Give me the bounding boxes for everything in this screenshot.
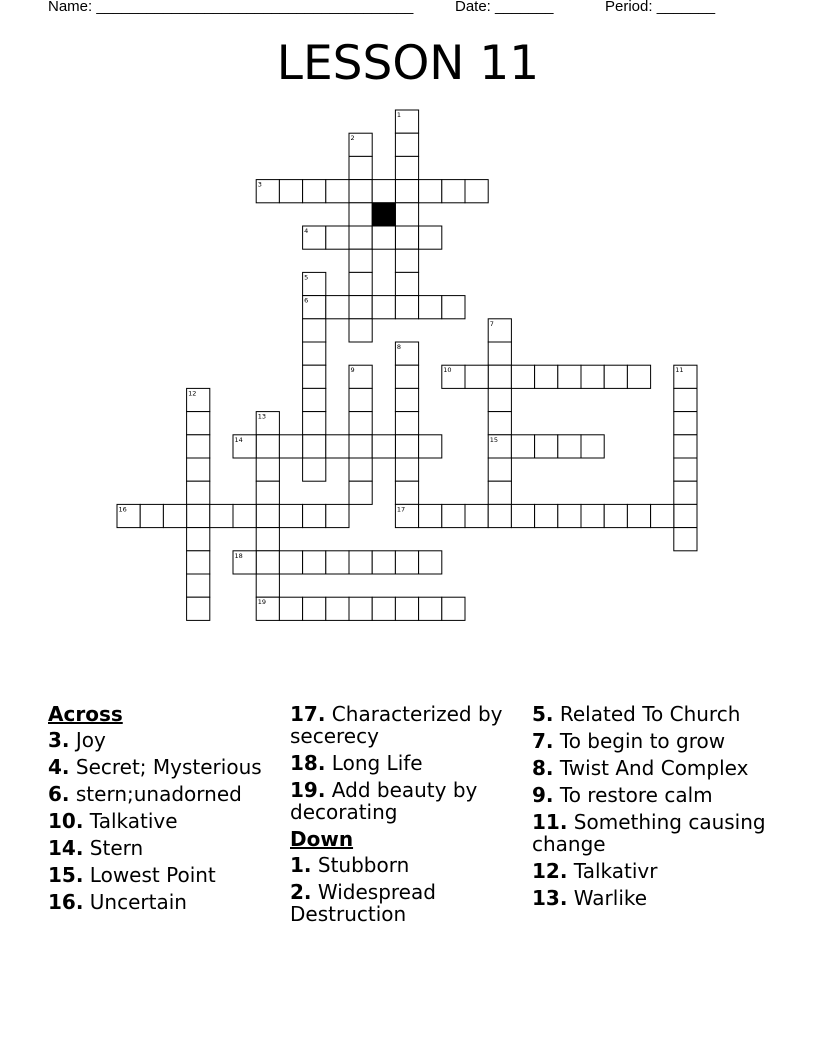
clue-down-11: 11. Something causing change — [532, 810, 766, 856]
grid-cell[interactable] — [210, 504, 233, 527]
clue-down-2: 2. Widespread Destruction — [290, 880, 436, 926]
clue-number-19: 19 — [257, 598, 266, 607]
grid-cell[interactable] — [395, 180, 418, 203]
grid-cell[interactable] — [558, 504, 581, 527]
grid-cell[interactable] — [581, 365, 604, 388]
clue-across-19: 19. Add beauty by decorating — [290, 778, 478, 824]
grid-cell[interactable] — [349, 226, 372, 249]
clue-number-5: 5 — [304, 273, 309, 282]
grid-cell[interactable] — [349, 156, 372, 179]
grid-cell[interactable] — [674, 504, 697, 527]
grid-cell[interactable] — [349, 458, 372, 481]
clue-across-16: 16. Uncertain — [48, 890, 187, 914]
grid-cell[interactable] — [581, 435, 604, 458]
grid-cell[interactable] — [419, 551, 442, 574]
date-field[interactable]: Date: _______ — [455, 0, 554, 15]
grid-cell[interactable] — [395, 412, 418, 435]
grid-cell[interactable] — [303, 342, 326, 365]
grid-cell[interactable] — [395, 203, 418, 226]
grid-cell[interactable] — [256, 458, 279, 481]
grid-cell[interactable] — [349, 249, 372, 272]
grid-cell[interactable] — [279, 180, 302, 203]
clue-number-15: 15 — [489, 435, 498, 444]
grid-cell[interactable] — [488, 412, 511, 435]
grid-cell[interactable] — [395, 296, 418, 319]
grid-cell[interactable] — [326, 226, 349, 249]
grid-cell[interactable] — [419, 504, 442, 527]
grid-cell[interactable] — [511, 365, 534, 388]
grid-cell[interactable] — [279, 597, 302, 620]
grid-cell[interactable] — [372, 551, 395, 574]
grid-cell[interactable] — [419, 226, 442, 249]
grid-cell[interactable] — [279, 504, 302, 527]
grid-cell[interactable] — [187, 458, 210, 481]
grid-cell[interactable] — [581, 504, 604, 527]
grid-cell[interactable] — [303, 412, 326, 435]
clue-number-3: 3 — [257, 180, 262, 189]
grid-cell[interactable] — [395, 249, 418, 272]
grid-cell[interactable] — [326, 435, 349, 458]
clue-number-10: 10 — [443, 366, 452, 375]
grid-cell[interactable] — [674, 528, 697, 551]
clue-across-15: 15. Lowest Point — [48, 863, 216, 887]
grid-cell[interactable] — [187, 597, 210, 620]
grid-cell[interactable] — [558, 435, 581, 458]
grid-cell[interactable] — [349, 551, 372, 574]
grid-cell[interactable] — [303, 319, 326, 342]
clue-across-17: 17. Characterized by secerecy — [290, 702, 503, 748]
clue-number-13: 13 — [257, 412, 266, 421]
grid-cell[interactable] — [349, 435, 372, 458]
black-cell — [372, 203, 395, 226]
grid-cell[interactable] — [349, 319, 372, 342]
grid-cell[interactable] — [535, 504, 558, 527]
clue-number-1: 1 — [396, 111, 402, 119]
grid-cell[interactable] — [187, 574, 210, 597]
grid-cell[interactable] — [419, 435, 442, 458]
grid-cell[interactable] — [604, 365, 627, 388]
grid-cell[interactable] — [395, 365, 418, 388]
grid-cell[interactable] — [163, 504, 186, 527]
grid-cell[interactable] — [465, 504, 488, 527]
clues-column-3 — [532, 703, 782, 914]
grid-cell[interactable] — [187, 435, 210, 458]
clue-number-4: 4 — [304, 227, 309, 235]
grid-cell[interactable] — [187, 504, 210, 527]
grid-cell[interactable] — [349, 203, 372, 226]
grid-cell[interactable] — [465, 365, 488, 388]
grid-cell[interactable] — [604, 504, 627, 527]
grid-cell[interactable] — [349, 412, 372, 435]
grid-cell[interactable] — [303, 180, 326, 203]
grid-cell[interactable] — [349, 180, 372, 203]
grid-cell[interactable] — [488, 342, 511, 365]
grid-cell[interactable] — [303, 365, 326, 388]
grid-cell[interactable] — [256, 481, 279, 504]
grid-cell[interactable] — [395, 481, 418, 504]
grid-cell[interactable] — [674, 412, 697, 435]
grid-cell[interactable] — [372, 180, 395, 203]
grid-cell[interactable] — [395, 156, 418, 179]
grid-cell[interactable] — [279, 551, 302, 574]
grid-cell[interactable] — [395, 458, 418, 481]
grid-cell[interactable] — [488, 481, 511, 504]
grid-cell[interactable] — [372, 435, 395, 458]
grid-cell[interactable] — [303, 435, 326, 458]
grid-cell[interactable] — [419, 180, 442, 203]
grid-cell[interactable] — [674, 481, 697, 504]
across-heading: Across — [48, 702, 123, 726]
clue-number-16: 16 — [118, 505, 127, 514]
grid-cell[interactable] — [349, 388, 372, 411]
grid-cell[interactable] — [303, 597, 326, 620]
grid-cell[interactable] — [303, 504, 326, 527]
clue-across-10: 10. Talkative — [48, 809, 178, 833]
clue-number-18: 18 — [234, 551, 243, 560]
clue-down-8: 8. Twist And Complex — [532, 756, 749, 780]
clue-across-3: 3. Joy — [48, 728, 106, 752]
grid-cell[interactable] — [256, 504, 279, 527]
grid-cell[interactable] — [326, 597, 349, 620]
page-title: LESSON 11 — [276, 36, 540, 91]
grid-cell[interactable] — [256, 574, 279, 597]
clue-number-8: 8 — [396, 343, 402, 351]
clue-number-17: 17 — [396, 505, 406, 514]
grid-cell[interactable] — [349, 481, 372, 504]
grid-cell[interactable] — [488, 388, 511, 411]
grid-cell[interactable] — [627, 365, 650, 388]
grid-cell[interactable] — [488, 458, 511, 481]
grid-cell[interactable] — [395, 435, 418, 458]
clue-down-9: 9. To restore calm — [532, 783, 713, 807]
clue-number-7: 7 — [489, 319, 494, 328]
clue-number-6: 6 — [304, 296, 309, 305]
grid-cell[interactable] — [674, 458, 697, 481]
clue-number-9: 9 — [350, 366, 355, 375]
clue-down-13: 13. Warlike — [532, 886, 648, 910]
grid-cell[interactable] — [303, 388, 326, 411]
grid-cell[interactable] — [326, 504, 349, 527]
grid-cell[interactable] — [558, 365, 581, 388]
grid-cell[interactable] — [187, 551, 210, 574]
period-field[interactable]: Period: _______ — [605, 0, 716, 15]
grid-cell[interactable] — [140, 504, 163, 527]
clues-column-2 — [290, 703, 522, 930]
grid-cell[interactable] — [372, 296, 395, 319]
grid-cell[interactable] — [372, 597, 395, 620]
grid-cell[interactable] — [395, 133, 418, 156]
grid-cell[interactable] — [256, 551, 279, 574]
grid-cell[interactable] — [535, 435, 558, 458]
grid-cell[interactable] — [349, 272, 372, 295]
grid-cell[interactable] — [419, 597, 442, 620]
clue-down-1: 1. Stubborn — [290, 853, 410, 877]
grid-cell[interactable] — [326, 296, 349, 319]
grid-cell[interactable] — [627, 504, 650, 527]
grid-cell[interactable] — [233, 504, 256, 527]
grid-cell[interactable] — [488, 365, 511, 388]
grid-cell[interactable] — [256, 435, 279, 458]
grid-cell[interactable] — [395, 597, 418, 620]
grid-cell[interactable] — [349, 597, 372, 620]
grid-cell[interactable] — [674, 435, 697, 458]
grid-cell[interactable] — [674, 388, 697, 411]
clue-across-18: 18. Long Life — [290, 751, 423, 775]
grid-cell[interactable] — [511, 435, 534, 458]
down-heading: Down — [290, 827, 354, 851]
grid-cell[interactable] — [511, 504, 534, 527]
grid-cell[interactable] — [442, 597, 465, 620]
grid-cell[interactable] — [651, 504, 674, 527]
grid-cell[interactable] — [187, 412, 210, 435]
grid-cell[interactable] — [303, 458, 326, 481]
clue-down-5: 5. Related To Church — [532, 702, 741, 726]
grid-cell[interactable] — [395, 272, 418, 295]
grid-cell[interactable] — [465, 180, 488, 203]
grid-cell[interactable] — [256, 528, 279, 551]
grid-cell[interactable] — [187, 481, 210, 504]
grid-cell[interactable] — [395, 551, 418, 574]
grid-cell[interactable] — [395, 226, 418, 249]
grid-cell[interactable] — [535, 365, 558, 388]
grid-cell[interactable] — [303, 551, 326, 574]
grid-cell[interactable] — [488, 504, 511, 527]
grid-cell[interactable] — [326, 180, 349, 203]
name-field[interactable]: Name: ______________________________________ — [48, 0, 414, 15]
grid-cell[interactable] — [395, 388, 418, 411]
grid-cell[interactable] — [279, 435, 302, 458]
clue-number-12: 12 — [188, 389, 197, 398]
clue-number-14: 14 — [234, 435, 243, 444]
clues-column-1 — [48, 703, 278, 918]
clue-number-11: 11 — [675, 366, 684, 375]
grid-cell[interactable] — [419, 296, 442, 319]
grid-cell[interactable] — [442, 180, 465, 203]
grid-cell[interactable] — [442, 504, 465, 527]
grid-cell[interactable] — [349, 296, 372, 319]
clue-down-7: 7. To begin to grow — [532, 729, 726, 753]
clue-across-6: 6. stern;unadorned — [48, 782, 242, 806]
grid-cell[interactable] — [442, 296, 465, 319]
clue-across-14: 14. Stern — [48, 836, 144, 860]
clue-across-4: 4. Secret; Mysterious — [48, 755, 262, 779]
clue-down-12: 12. Talkativr — [532, 859, 658, 883]
grid-cell[interactable] — [326, 551, 349, 574]
grid-cell[interactable] — [187, 528, 210, 551]
grid-cell[interactable] — [372, 226, 395, 249]
clue-number-2: 2 — [350, 134, 355, 143]
